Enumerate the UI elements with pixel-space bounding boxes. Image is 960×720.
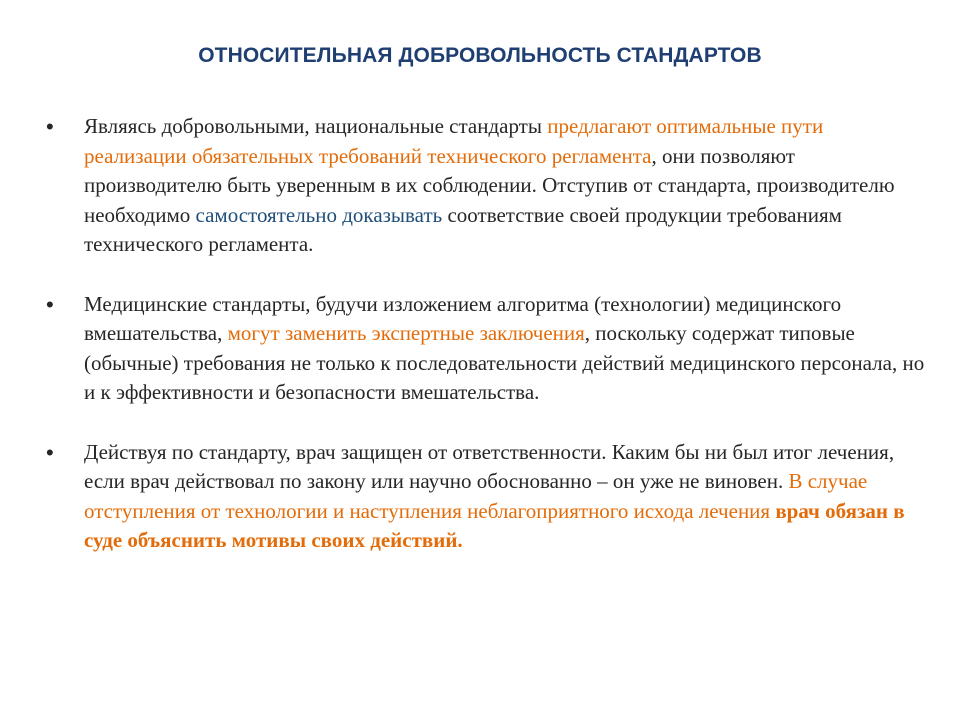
bullet-item-3: [46, 438, 926, 556]
bullet-1-highlight-orange: предлагают оптимальные пути реализации обязательных требований технического регламента: [84, 114, 824, 168]
bullet-item-1: [46, 112, 926, 260]
bullet-3-text: Действуя по стандарту, врач защищен от ответственности. Каким бы ни был итог лечения, если врач действовал по закону или научно обоснованно – он уже не виновен.: [84, 439, 895, 493]
bullet-list: [46, 112, 926, 556]
bullet-marker: •: [46, 291, 54, 317]
bullet-2-text: Медицинские стандарты, будучи изложением алгоритма (технологии) медицинского вмешательства,: [84, 291, 842, 345]
slide-title: ОТНОСИТЕЛЬНАЯ ДОБРОВОЛЬНОСТЬ СТАНДАРТОВ: [198, 44, 762, 67]
bullet-1-text-end: соответствие своей продукции требованиям технического регламента.: [84, 202, 842, 256]
bullet-1-highlight-blue: самостоятельно доказывать: [195, 202, 443, 227]
bullet-marker: •: [46, 439, 54, 465]
bullet-2-text-end: , поскольку содержат типовые (обычные) требования не только к последовательности действий медицинского персонала, но и к эффективности и безопасности вмешательства.: [84, 321, 925, 404]
bullet-3-highlight-orange: В случае отступления от технологии и наступления неблагоприятного исхода лечения: [84, 469, 868, 523]
bullet-1-text-cont: , они позволяют производителю быть уверенным в их соблюдении. Отступив от стандарта, производителю необходимо: [84, 143, 895, 227]
bullet-1-text: Являясь добровольными, национальные стандарты: [84, 114, 548, 138]
bullet-3-highlight-bold: врач обязан в суде объяснить мотивы своих действий.: [84, 498, 905, 552]
bullet-item-2: [46, 290, 926, 408]
bullet-2-highlight-orange: могут заменить экспертные заключения: [227, 321, 585, 345]
bullet-marker: •: [46, 114, 54, 139]
